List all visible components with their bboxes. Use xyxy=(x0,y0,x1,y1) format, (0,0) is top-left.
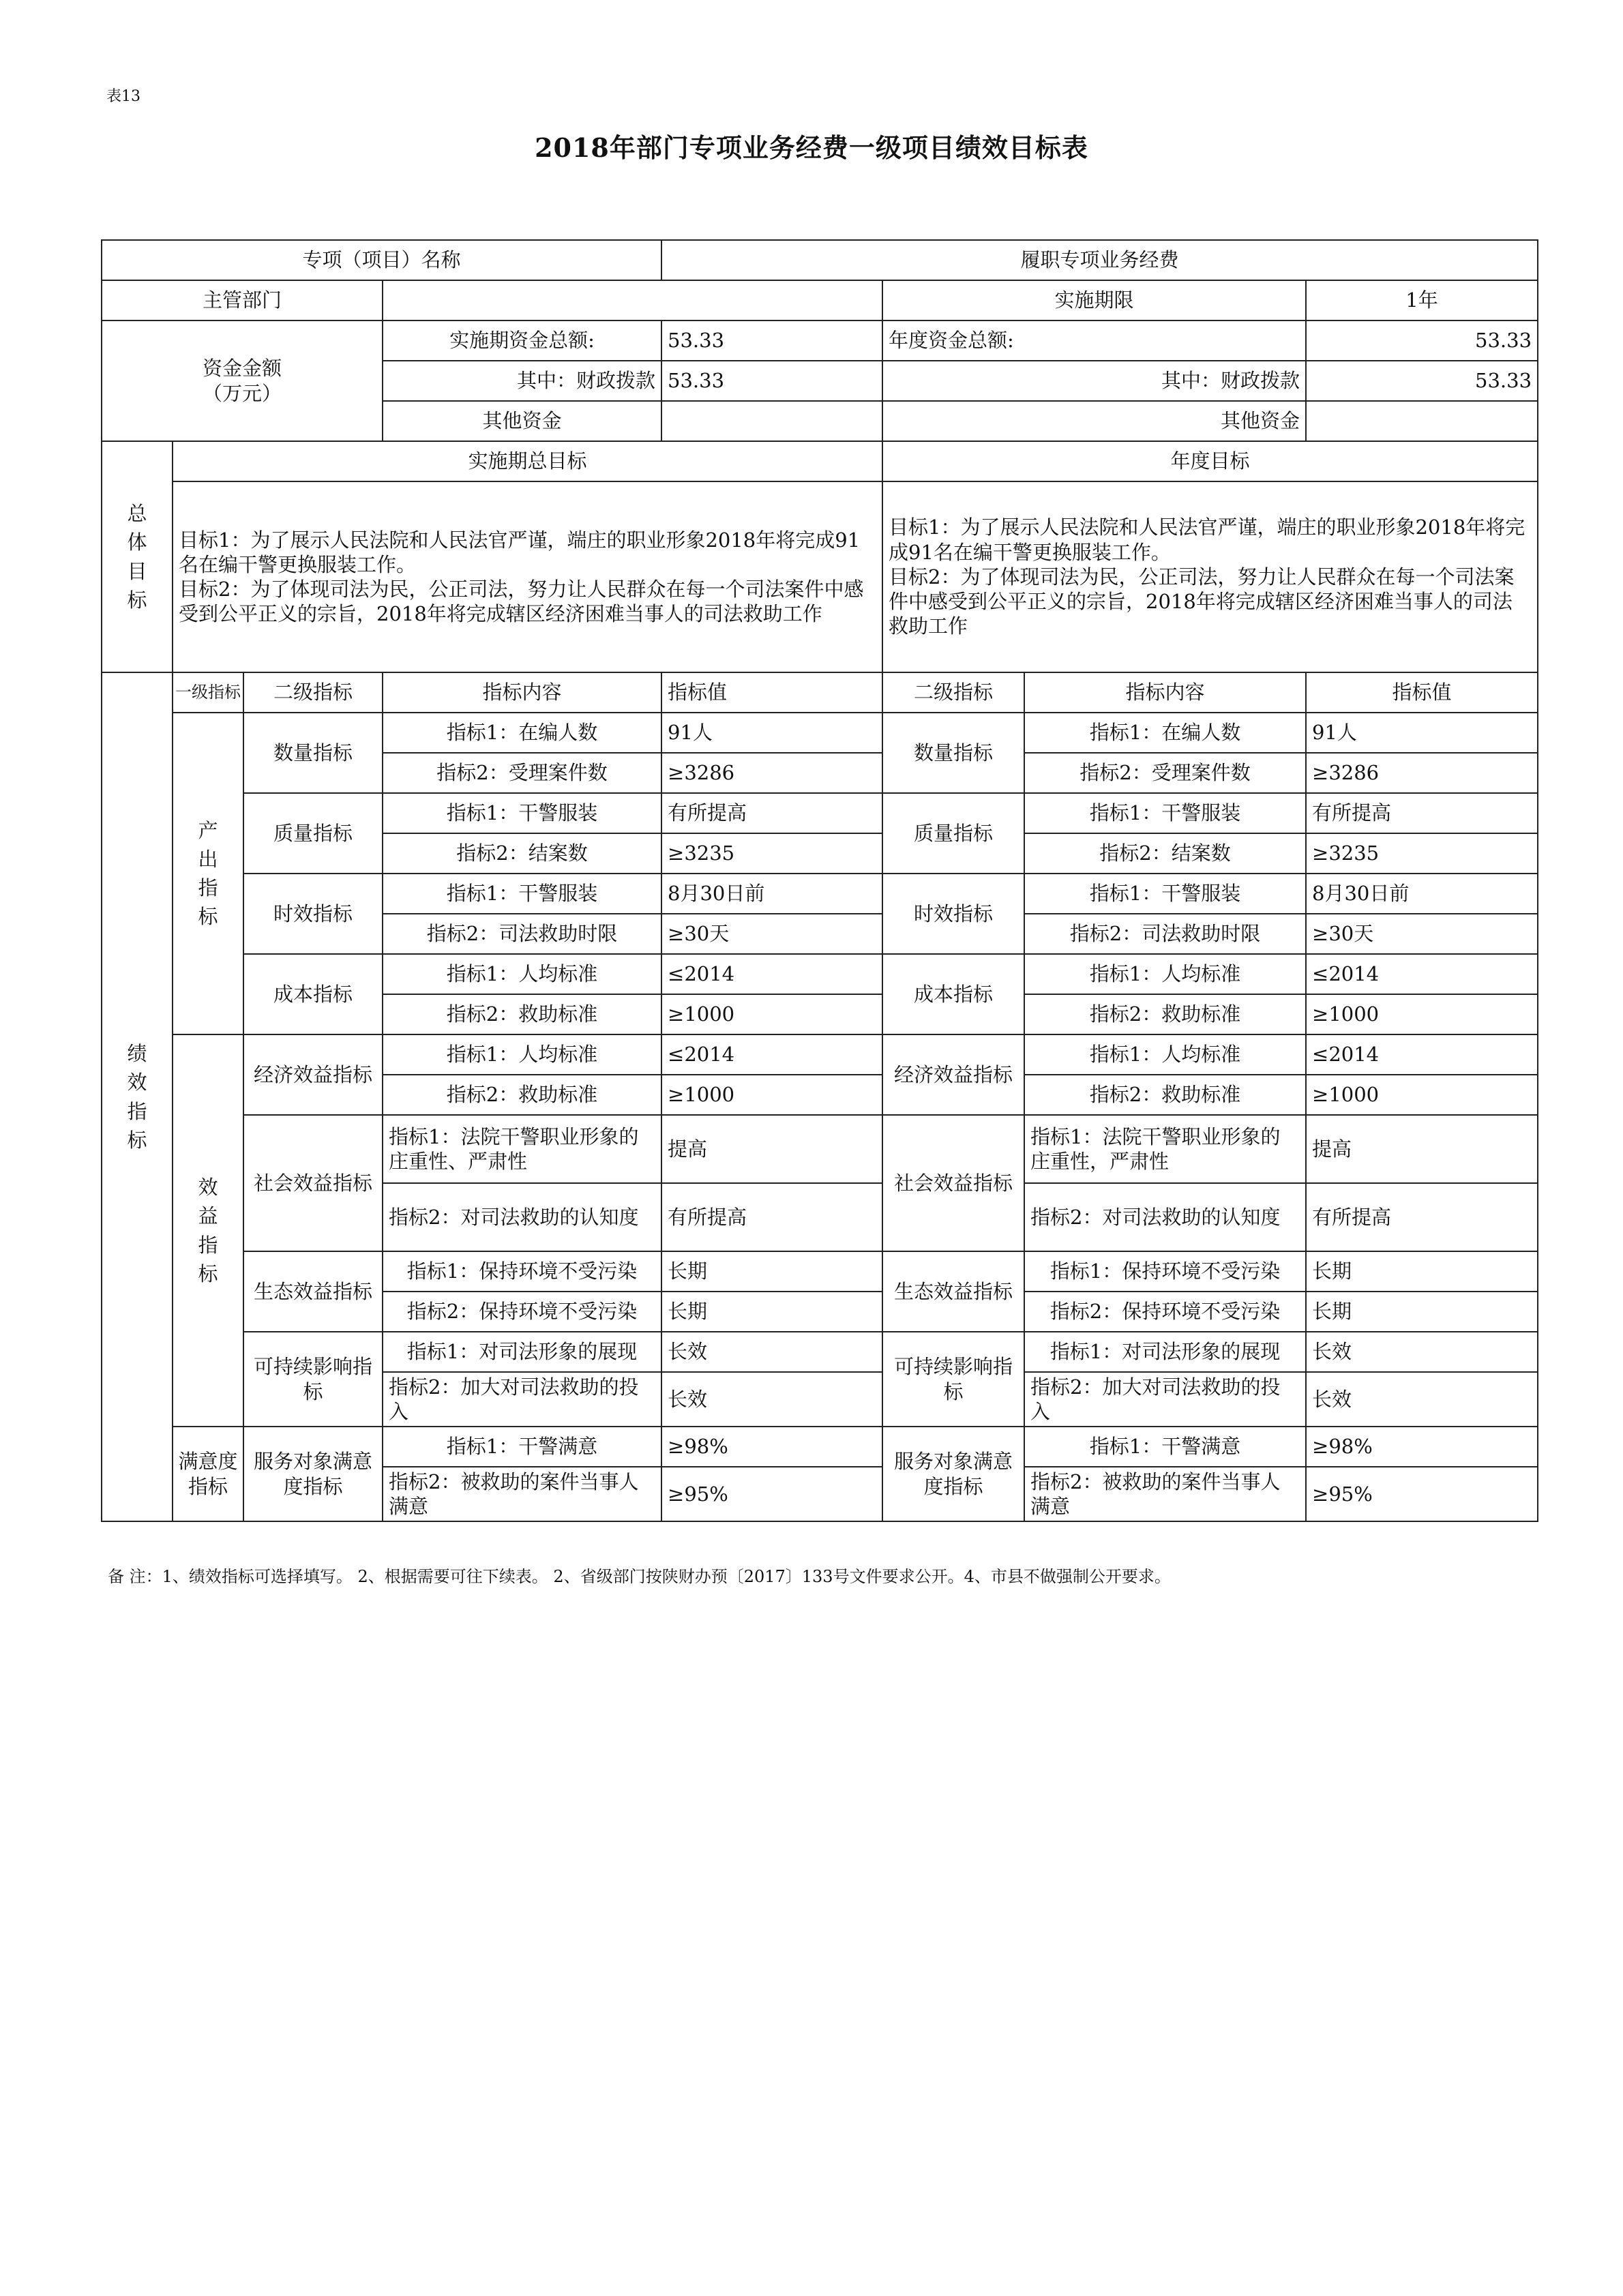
indicator-value-annual: 8月30日前 xyxy=(1306,874,1538,914)
annual-fiscal-value: 53.33 xyxy=(1306,361,1538,401)
annual-goals-text xyxy=(882,481,1538,672)
performance-indicators-label: 绩 效 指 标 xyxy=(102,672,173,1521)
indicator-content: 指标1：法院干警职业形象的庄重性、严肃性 xyxy=(383,1115,661,1183)
header-content-annual: 指标内容 xyxy=(1024,672,1306,713)
indicator-content-annual: 指标1：在编人数 xyxy=(1024,713,1306,753)
indicator-content-annual: 指标2：救助标准 xyxy=(1024,1075,1306,1115)
indicator-value-annual: 提高 xyxy=(1306,1115,1538,1183)
indicator-content: 指标1：在编人数 xyxy=(383,713,661,753)
indicator-level2-annual: 经济效益指标 xyxy=(882,1034,1024,1115)
indicator-content: 指标1：干警满意 xyxy=(383,1427,661,1467)
indicator-content: 指标2：救助标准 xyxy=(383,994,661,1034)
header-value: 指标值 xyxy=(661,672,882,713)
indicator-level2-annual: 时效指标 xyxy=(882,874,1024,954)
indicator-level2: 成本指标 xyxy=(243,954,383,1034)
indicator-value-annual: ≥3286 xyxy=(1306,753,1538,793)
period-goal-1: 目标1：为了展示人民法院和人民法官严谨，端庄的职业形象2018年将完成91名在编干警更换服装工作。 xyxy=(179,528,861,576)
indicator-value: 有所提高 xyxy=(661,1183,882,1251)
indicator-content: 指标2：救助标准 xyxy=(383,1075,661,1115)
annual-goals-header: 年度目标 xyxy=(882,441,1538,481)
total-funds-label: 实施期资金总额: xyxy=(383,320,661,361)
indicator-value: 长期 xyxy=(661,1292,882,1332)
indicator-content-annual: 指标1：对司法形象的展现 xyxy=(1024,1332,1306,1372)
indicator-content-annual: 指标2：对司法救助的认知度 xyxy=(1024,1183,1306,1251)
funds-label-line2: （万元） xyxy=(202,381,282,405)
period-goals-header: 实施期总目标 xyxy=(173,441,882,481)
indicator-value: ≤2014 xyxy=(661,1034,882,1075)
header-value-annual: 指标值 xyxy=(1306,672,1538,713)
annual-goal-1: 目标1：为了展示人民法院和人民法官严谨，端庄的职业形象2018年将完成91名在编干警更换服装工作。 xyxy=(889,516,1525,564)
indicator-level2-annual: 社会效益指标 xyxy=(882,1115,1024,1251)
header-level2-annual: 二级指标 xyxy=(882,672,1024,713)
indicator-content-annual: 指标1：干警满意 xyxy=(1024,1427,1306,1467)
indicator-level2: 生态效益指标 xyxy=(243,1251,383,1332)
indicator-content-annual: 指标2：被救助的案件当事人满意 xyxy=(1024,1467,1306,1521)
indicator-content-annual: 指标2：受理案件数 xyxy=(1024,753,1306,793)
indicator-value-annual: 长效 xyxy=(1306,1332,1538,1372)
output-indicators-label: 产 出 指 标 xyxy=(173,713,243,1034)
indicator-value-annual: 有所提高 xyxy=(1306,793,1538,833)
indicator-content-annual: 指标1：干警服装 xyxy=(1024,793,1306,833)
annual-other-value xyxy=(1306,401,1538,441)
indicator-value-annual: 长期 xyxy=(1306,1251,1538,1292)
annual-total-label: 年度资金总额: xyxy=(882,320,1306,361)
performance-target-table xyxy=(101,239,1538,1522)
indicator-value: ≥3235 xyxy=(661,833,882,874)
indicator-value: 长期 xyxy=(661,1251,882,1292)
period-value: 1年 xyxy=(1306,280,1538,320)
indicator-value: 提高 xyxy=(661,1115,882,1183)
period-goal-2: 目标2：为了体现司法为民，公正司法，努力让人民群众在每一个司法案件中感受到公平正义的宗旨，2018年将完成辖区经济困难当事人的司法救助工作 xyxy=(179,578,864,626)
funds-label xyxy=(102,320,383,441)
indicator-level2-annual: 数量指标 xyxy=(882,713,1024,793)
indicator-level2: 经济效益指标 xyxy=(243,1034,383,1115)
indicator-level2-annual: 成本指标 xyxy=(882,954,1024,1034)
indicator-content: 指标2：对司法救助的认知度 xyxy=(383,1183,661,1251)
department-value xyxy=(383,280,882,320)
annual-goal-2: 目标2：为了体现司法为民，公正司法，努力让人民群众在每一个司法案件中感受到公平正义的宗旨，2018年将完成辖区经济困难当事人的司法救助工作 xyxy=(889,565,1515,638)
indicator-value-annual: 长期 xyxy=(1306,1292,1538,1332)
indicator-level2: 可持续影响指标 xyxy=(243,1332,383,1427)
indicator-value-annual: ≥30天 xyxy=(1306,914,1538,954)
indicator-value: ≥95% xyxy=(661,1467,882,1521)
header-level1: 一级指标 xyxy=(173,672,243,713)
project-name-label: 专项（项目）名称 xyxy=(102,240,661,280)
annual-fiscal-label: 其中：财政拨款 xyxy=(882,361,1306,401)
indicator-content-annual: 指标2：结案数 xyxy=(1024,833,1306,874)
overall-goals-label: 总 体 目 标 xyxy=(102,441,173,672)
indicator-content: 指标2：结案数 xyxy=(383,833,661,874)
indicator-content: 指标1：对司法形象的展现 xyxy=(383,1332,661,1372)
indicator-value: 长效 xyxy=(661,1372,882,1427)
indicator-value-annual: ≤2014 xyxy=(1306,954,1538,994)
fiscal-funds-label: 其中：财政拨款 xyxy=(383,361,661,401)
indicator-value-annual: ≥95% xyxy=(1306,1467,1538,1521)
indicator-level2-annual: 生态效益指标 xyxy=(882,1251,1024,1332)
indicator-level2: 数量指标 xyxy=(243,713,383,793)
other-funds-value xyxy=(661,401,882,441)
indicator-content-annual: 指标1：人均标准 xyxy=(1024,1034,1306,1075)
indicator-value: 有所提高 xyxy=(661,793,882,833)
table-number: 表13 xyxy=(106,88,140,105)
indicator-content: 指标1：保持环境不受污染 xyxy=(383,1251,661,1292)
department-label: 主管部门 xyxy=(102,280,383,320)
indicator-level2: 时效指标 xyxy=(243,874,383,954)
indicator-value: 长效 xyxy=(661,1332,882,1372)
period-goals-text xyxy=(173,481,882,672)
indicator-level2-annual: 服务对象满意度指标 xyxy=(882,1427,1024,1521)
indicator-value: ≥98% xyxy=(661,1427,882,1467)
indicator-level2: 质量指标 xyxy=(243,793,383,874)
indicator-content: 指标2：被救助的案件当事人满意 xyxy=(383,1467,661,1521)
indicator-value: ≥1000 xyxy=(661,1075,882,1115)
indicator-content: 指标2：受理案件数 xyxy=(383,753,661,793)
funds-label-line1: 资金金额 xyxy=(202,357,282,381)
header-level2: 二级指标 xyxy=(243,672,383,713)
indicator-level2-annual: 可持续影响指标 xyxy=(882,1332,1024,1427)
indicator-value: ≤2014 xyxy=(661,954,882,994)
benefit-indicators-label: 效 益 指 标 xyxy=(173,1034,243,1427)
indicator-content-annual: 指标1：保持环境不受污染 xyxy=(1024,1251,1306,1292)
indicator-value-annual: ≥98% xyxy=(1306,1427,1538,1467)
indicator-value: ≥1000 xyxy=(661,994,882,1034)
document-title: 2018年部门专项业务经费一级项目绩效目标表 xyxy=(535,132,1088,163)
indicator-content: 指标2：加大对司法救助的投入 xyxy=(383,1372,661,1427)
indicator-content-annual: 指标1：人均标准 xyxy=(1024,954,1306,994)
indicator-value-annual: ≥1000 xyxy=(1306,1075,1538,1115)
indicator-value-annual: ≥3235 xyxy=(1306,833,1538,874)
indicator-value-annual: 有所提高 xyxy=(1306,1183,1538,1251)
indicator-content-annual: 指标2：保持环境不受污染 xyxy=(1024,1292,1306,1332)
annual-other-label: 其他资金 xyxy=(882,401,1306,441)
annual-total-value: 53.33 xyxy=(1306,320,1538,361)
indicator-value: 8月30日前 xyxy=(661,874,882,914)
indicator-value: ≥30天 xyxy=(661,914,882,954)
indicator-content-annual: 指标1：法院干警职业形象的庄重性，严肃性 xyxy=(1024,1115,1306,1183)
total-funds-value: 53.33 xyxy=(661,320,882,361)
indicator-content-annual: 指标1：干警服装 xyxy=(1024,874,1306,914)
indicator-content-annual: 指标2：加大对司法救助的投入 xyxy=(1024,1372,1306,1427)
fiscal-funds-value: 53.33 xyxy=(661,361,882,401)
indicator-content-annual: 指标2：司法救助时限 xyxy=(1024,914,1306,954)
satisfaction-indicators-label: 满意度指标 xyxy=(173,1427,243,1521)
footnote: 备 注：1、绩效指标可选择填写。 2、根据需要可往下续表。 2、省级部门按陕财办预〔2017〕133号文件要求公开。4、市县不做强制公开要求。 xyxy=(108,1567,1171,1586)
indicator-level2: 服务对象满意度指标 xyxy=(243,1427,383,1521)
indicator-value: ≥3286 xyxy=(661,753,882,793)
indicator-value-annual: 91人 xyxy=(1306,713,1538,753)
header-content: 指标内容 xyxy=(383,672,661,713)
indicator-level2-annual: 质量指标 xyxy=(882,793,1024,874)
indicator-level2: 社会效益指标 xyxy=(243,1115,383,1251)
indicator-value: 91人 xyxy=(661,713,882,753)
project-name-value: 履职专项业务经费 xyxy=(661,240,1538,280)
indicator-content: 指标1：干警服装 xyxy=(383,793,661,833)
indicator-value-annual: ≤2014 xyxy=(1306,1034,1538,1075)
period-label: 实施期限 xyxy=(882,280,1306,320)
indicator-content: 指标1：人均标准 xyxy=(383,1034,661,1075)
indicator-value-annual: ≥1000 xyxy=(1306,994,1538,1034)
indicator-content: 指标1：干警服装 xyxy=(383,874,661,914)
other-funds-label: 其他资金 xyxy=(383,401,661,441)
indicator-content-annual: 指标2：救助标准 xyxy=(1024,994,1306,1034)
indicator-content: 指标2：司法救助时限 xyxy=(383,914,661,954)
indicator-value-annual: 长效 xyxy=(1306,1372,1538,1427)
indicator-content: 指标2：保持环境不受污染 xyxy=(383,1292,661,1332)
indicator-content: 指标1：人均标准 xyxy=(383,954,661,994)
